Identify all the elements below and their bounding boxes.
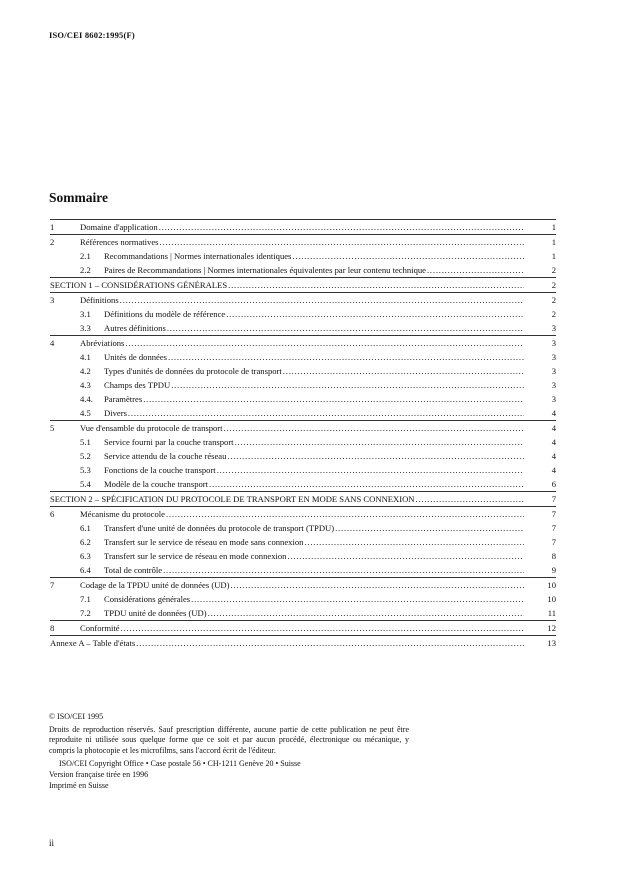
- toc-subnumber: 4.2: [80, 366, 91, 376]
- toc-entry-title: Transfert sur le service de réseau en mode connexion: [104, 551, 287, 561]
- toc-number: 3: [50, 295, 55, 305]
- toc-subnumber: 5.4: [80, 479, 91, 489]
- toc-page-number: 3: [551, 394, 556, 404]
- toc-entry-title: Définitions: [80, 295, 119, 305]
- toc-page-number: 13: [547, 638, 556, 648]
- leader-dots: [235, 435, 524, 449]
- toc-page-number: 2: [551, 280, 556, 290]
- leader-dots: [287, 549, 524, 563]
- leader-dots: [171, 378, 524, 392]
- leader-dots: [168, 350, 524, 364]
- copyright-line: © ISO/CEI 1995: [49, 712, 104, 721]
- toc-entry-title: Codage de la TPDU unité de données (UD): [80, 580, 230, 590]
- toc-page-number: 2: [551, 265, 556, 275]
- leader-dots: [226, 307, 524, 321]
- toc-entry: [80, 235, 524, 249]
- toc-row: [50, 506, 556, 521]
- toc-entry-title: Paires de Recommandations | Normes internationales équivalentes par leur contenu technique: [104, 265, 426, 275]
- toc-subnumber: 6.3: [80, 551, 91, 561]
- page-number: ii: [49, 838, 55, 848]
- toc-entry: [104, 406, 524, 420]
- toc-row: [50, 350, 556, 364]
- publisher-address: ISO/CEI Copyright Office • Case postale 56 • CH-1211 Genève 20 • Suisse: [59, 759, 301, 769]
- toc-entry-title: Modèle de la couche transport: [104, 479, 209, 489]
- toc-page-number: 4: [551, 423, 556, 433]
- toc-entry-title: Champs des TPDU: [104, 380, 171, 390]
- leader-dots: [166, 507, 524, 521]
- toc-row: [50, 563, 556, 577]
- toc-entry: [104, 477, 524, 491]
- toc-entry: [104, 350, 524, 364]
- toc-entry-title: Définitions du modèle de référence: [104, 309, 226, 319]
- leader-dots: [159, 220, 524, 234]
- toc-row: [50, 435, 556, 449]
- toc-row: [50, 463, 556, 477]
- toc-entry-title: Types d'unités de données du protocole de transport: [104, 366, 282, 376]
- toc-entry: [104, 606, 524, 620]
- copyright-block: [49, 712, 409, 791]
- toc-subnumber: 3.1: [80, 309, 91, 319]
- toc-subnumber: 5.3: [80, 465, 91, 475]
- leader-dots: [335, 521, 524, 535]
- toc-row: [50, 620, 556, 635]
- toc-page-number: 1: [551, 237, 556, 247]
- toc-entry-title: Recommandations | Normes internationales identiques: [104, 251, 292, 261]
- toc-entry: [104, 592, 524, 606]
- toc-entry-title: Service fourni par la couche transport: [104, 437, 234, 447]
- toc-row: [50, 449, 556, 463]
- toc-entry: [50, 636, 524, 650]
- toc-number: 7: [50, 580, 55, 590]
- toc-row: [50, 234, 556, 249]
- leader-dots: [217, 463, 524, 477]
- leader-dots: [209, 477, 524, 491]
- toc-entry-title: Autres définitions: [104, 323, 166, 333]
- document-header: ISO/CEI 8602:1995(F): [49, 30, 135, 40]
- toc-page-number: 10: [547, 580, 556, 590]
- toc-subnumber: 6.2: [80, 537, 91, 547]
- toc-row: [50, 335, 556, 350]
- toc-entry: [104, 521, 524, 535]
- toc-page-number: 2: [551, 309, 556, 319]
- toc-page-number: 4: [551, 437, 556, 447]
- toc-row: [50, 277, 556, 292]
- toc-entry-title: Annexe A – Table d'états: [50, 638, 136, 648]
- toc-entry: [80, 220, 524, 234]
- toc-page-number: 3: [551, 352, 556, 362]
- toc-row: [50, 263, 556, 277]
- toc-entry-title: Domaine d'application: [80, 222, 158, 232]
- toc-row: [50, 577, 556, 592]
- toc-row: [50, 364, 556, 378]
- toc-entry-title: Divers: [104, 408, 127, 418]
- toc-row: [50, 521, 556, 535]
- toc-page-number: 11: [547, 608, 556, 618]
- toc-entry: [104, 463, 524, 477]
- toc-subnumber: 4.3: [80, 380, 91, 390]
- leader-dots: [191, 592, 524, 606]
- toc-entry-title: Abréviations: [80, 338, 125, 348]
- edition-note: Version française tirée en 1996: [49, 769, 149, 779]
- leader-dots: [208, 606, 524, 620]
- toc-page-number: 7: [551, 523, 556, 533]
- toc-subnumber: 3.3: [80, 323, 91, 333]
- toc-row: [50, 491, 556, 506]
- leader-dots: [292, 249, 524, 263]
- toc-entry: [104, 549, 524, 563]
- toc-subnumber: 7.1: [80, 594, 91, 604]
- toc-entry: [80, 507, 524, 521]
- toc-entry-title: SECTION 1 – CONSIDÉRATIONS GÉNÉRALES: [50, 280, 228, 290]
- toc-entry-title: Service attendu de la couche réseau: [104, 451, 227, 461]
- toc-entry: [80, 578, 524, 592]
- toc-page-number: 3: [551, 338, 556, 348]
- leader-dots: [304, 535, 524, 549]
- leader-dots: [427, 263, 524, 277]
- page-title: Sommaire: [49, 190, 108, 205]
- leader-dots: [167, 321, 524, 335]
- toc-subnumber: 5.2: [80, 451, 91, 461]
- toc-page-number: 7: [551, 537, 556, 547]
- toc-row: [50, 378, 556, 392]
- toc-row: [50, 635, 556, 650]
- toc-page-number: 6: [551, 479, 556, 489]
- toc-number: 5: [50, 423, 55, 433]
- leader-dots: [160, 235, 524, 249]
- toc-entry-title: TPDU unité de données (UD): [104, 608, 207, 618]
- toc-entry: [104, 263, 524, 277]
- toc-entry-title: Paramètres: [104, 394, 143, 404]
- toc-row: [50, 249, 556, 263]
- toc-page-number: 12: [547, 623, 556, 633]
- leader-dots: [125, 336, 524, 350]
- toc-entry: [104, 535, 524, 549]
- toc-entry: [104, 249, 524, 263]
- leader-dots: [120, 293, 524, 307]
- toc-entry: [104, 364, 524, 378]
- printed-note: Imprimé en Suisse: [49, 780, 109, 790]
- toc-entry: [80, 293, 524, 307]
- toc-page-number: 8: [551, 551, 556, 561]
- toc-entry: [50, 492, 524, 506]
- leader-dots: [163, 563, 524, 577]
- leader-dots: [224, 421, 524, 435]
- toc-row: [50, 406, 556, 420]
- toc-page-number: 3: [551, 366, 556, 376]
- toc-row: [50, 549, 556, 563]
- toc-entry-title: Transfert sur le service de réseau en mode sans connexion: [104, 537, 304, 547]
- toc-entry-title: Total de contrôle: [104, 565, 163, 575]
- toc-subnumber: 5.1: [80, 437, 91, 447]
- toc-page-number: 1: [551, 222, 556, 232]
- toc-subnumber: 2.1: [80, 251, 91, 261]
- toc-row: [50, 535, 556, 549]
- toc-page-number: 7: [551, 509, 556, 519]
- toc-entry: [80, 421, 524, 435]
- leader-dots: [416, 492, 524, 506]
- toc-page-number: 4: [551, 408, 556, 418]
- toc-row: [50, 606, 556, 620]
- leader-dots: [230, 578, 524, 592]
- leader-dots: [227, 449, 524, 463]
- toc-row: [50, 219, 556, 234]
- toc-entry: [104, 378, 524, 392]
- toc-entry: [104, 392, 524, 406]
- toc-number: 1: [50, 222, 55, 232]
- toc-subnumber: 4.1: [80, 352, 91, 362]
- toc-number: 8: [50, 623, 55, 633]
- toc-row: [50, 592, 556, 606]
- toc-row: [50, 321, 556, 335]
- toc-subnumber: 4.5: [80, 408, 91, 418]
- toc-entry: [104, 563, 524, 577]
- toc-page-number: 10: [547, 594, 556, 604]
- toc-row: [50, 292, 556, 307]
- leader-dots: [121, 621, 524, 635]
- toc-entry-title: Références normatives: [80, 237, 159, 247]
- toc-page-number: 2: [551, 295, 556, 305]
- toc-entry-title: Unités de données: [104, 352, 168, 362]
- toc-entry: [104, 435, 524, 449]
- leader-dots: [283, 364, 524, 378]
- toc-page-number: 7: [551, 494, 556, 504]
- toc-page-number: 4: [551, 451, 556, 461]
- toc-subnumber: 7.2: [80, 608, 91, 618]
- toc-entry: [80, 621, 524, 635]
- toc-row: [50, 392, 556, 406]
- toc-entry: [104, 321, 524, 335]
- toc-entry-title: Fonctions de la couche transport: [104, 465, 216, 475]
- toc-entry-title: Transfert d'une unité de données du protocole de transport (TPDU): [104, 523, 335, 533]
- toc-number: 6: [50, 509, 55, 519]
- toc-row: [50, 477, 556, 491]
- toc-entry-title: Considérations générales: [104, 594, 191, 604]
- toc-number: 4: [50, 338, 55, 348]
- toc-page-number: 3: [551, 323, 556, 333]
- toc-entry-title: Conformité: [80, 623, 120, 633]
- toc-subnumber: 2.2: [80, 265, 91, 275]
- toc-row: [50, 307, 556, 321]
- toc-subnumber: 6.1: [80, 523, 91, 533]
- toc-entry-title: Mécanisme du protocole: [80, 509, 165, 519]
- rights-notice: Droits de reproduction réservés. Sauf prescription différente, aucune partie de cette publication ne peut être reproduite ni utilisée sous quelque forme que ce soit et par aucun procédé, électronique ou mécanique, y compris la photocopie et les microfilms, sans l'accord écrit de l'éditeur.: [49, 724, 409, 755]
- toc-row: [50, 420, 556, 435]
- toc-subnumber: 4.4.: [80, 394, 93, 404]
- leader-dots: [128, 406, 524, 420]
- leader-dots: [143, 392, 524, 406]
- toc-page-number: 9: [551, 565, 556, 575]
- toc-page-number: 4: [551, 465, 556, 475]
- toc-entry: [104, 449, 524, 463]
- toc-entry-title: Vue d'ensamble du protocole de transport: [80, 423, 223, 433]
- toc-entry: [80, 336, 524, 350]
- leader-dots: [228, 278, 524, 292]
- toc-entry: [104, 307, 524, 321]
- toc-page-number: 1: [551, 251, 556, 261]
- toc-entry: [50, 278, 524, 292]
- table-of-contents: [50, 219, 556, 650]
- toc-page-number: 3: [551, 380, 556, 390]
- toc-subnumber: 6.4: [80, 565, 91, 575]
- toc-number: 2: [50, 237, 55, 247]
- toc-entry-title: SECTION 2 – SPÉCIFICATION DU PROTOCOLE DE TRANSPORT EN MODE SANS CONNEXION: [50, 494, 415, 504]
- leader-dots: [136, 636, 524, 650]
